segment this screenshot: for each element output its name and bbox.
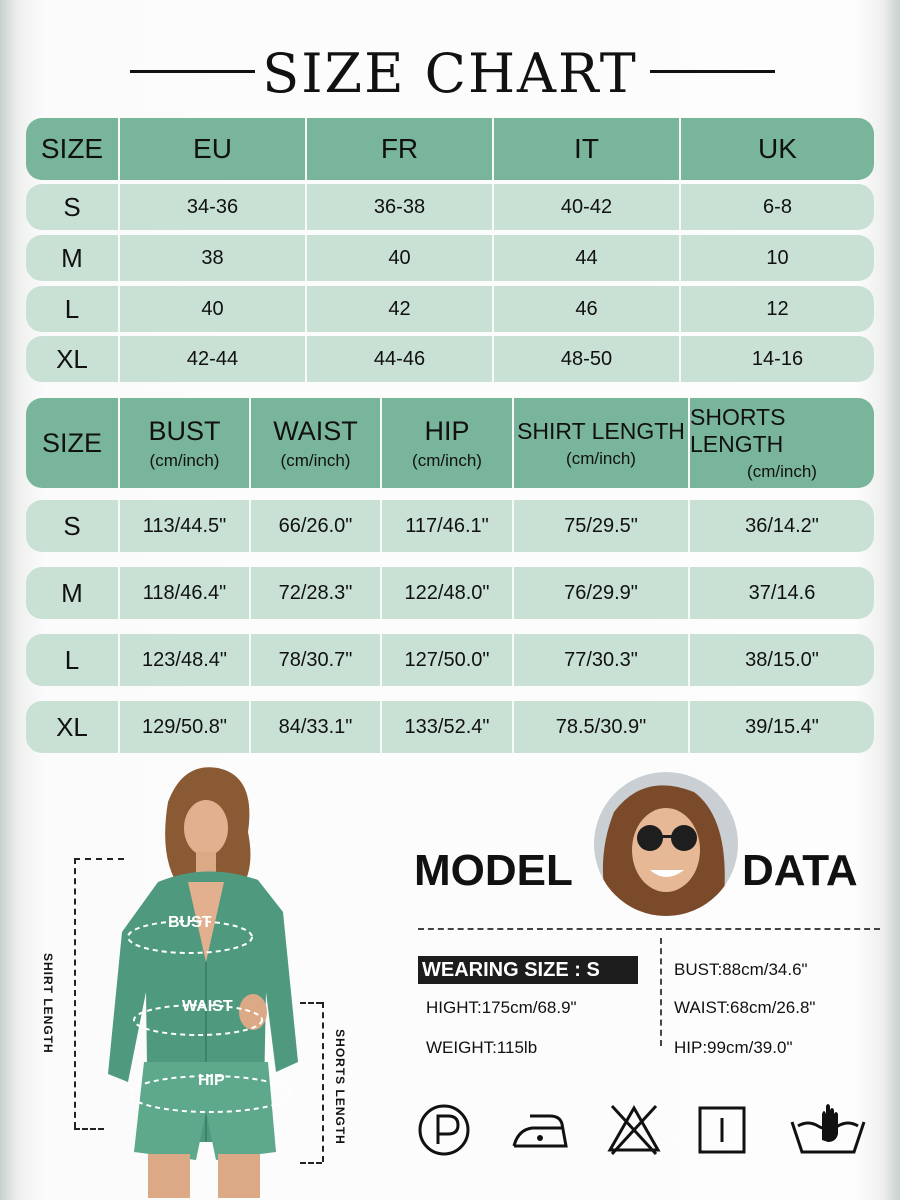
measure-table-cell: M <box>61 577 83 608</box>
measure-table-row <box>26 634 874 686</box>
model-data-column-divider <box>660 938 662 1046</box>
measure-table-row <box>26 500 874 552</box>
measure-table-cell: 77/30.3" <box>512 634 688 686</box>
title-row <box>0 40 900 104</box>
size-table-header-cell: UK <box>679 118 874 180</box>
size-table-cell: 40-42 <box>492 184 679 230</box>
measure-header-label: HIP <box>424 415 470 446</box>
size-table-cell: 48-50 <box>492 336 679 382</box>
model-weight: WEIGHT:115lb <box>426 1038 538 1057</box>
size-table-cell: 12 <box>679 286 874 332</box>
size-table-cell: M <box>61 242 83 273</box>
measure-table-cell: L <box>64 644 80 675</box>
shorts-length-bracket-bottom <box>300 1162 322 1164</box>
size-table-cell: 44 <box>492 235 679 281</box>
measure-header-unit: (cm/inch) <box>280 450 351 470</box>
measure-table-cell: 36/14.2" <box>688 500 874 552</box>
size-table-cell: 40 <box>305 235 492 281</box>
size-table-header-cell: FR <box>305 118 492 180</box>
size-table-row <box>26 235 874 281</box>
measure-header-unit: (cm/inch) <box>412 450 482 470</box>
model-data-divider <box>418 928 880 930</box>
size-table-cell: 6-8 <box>679 184 874 230</box>
iron-low-icon <box>510 1100 570 1160</box>
measure-header-label: SHIRT LENGTH <box>517 417 685 444</box>
hip-label: HIP <box>198 1072 225 1089</box>
model-section <box>0 760 900 1200</box>
measure-header-unit: (cm/inch) <box>747 462 817 481</box>
waist-label: WAIST <box>182 998 233 1015</box>
measure-table-cell: 84/33.1" <box>249 701 380 753</box>
measure-table-row <box>26 701 874 753</box>
shorts-length-bracket-top <box>300 1002 322 1004</box>
wearing-size-badge: WEARING SIZE : S <box>418 956 638 984</box>
hand-wash-icon <box>788 1100 868 1160</box>
size-table-cell: S <box>63 191 81 222</box>
measure-header-cell <box>26 398 118 488</box>
measure-table-cell: XL <box>56 711 88 742</box>
measure-table-cell: 78/30.7" <box>249 634 380 686</box>
measure-header-cell <box>688 398 874 488</box>
measure-header-cell <box>380 398 512 488</box>
model-data-title-left: MODEL <box>414 846 573 895</box>
measure-table-cell: 39/15.4" <box>688 701 874 753</box>
page-title: SIZE CHART <box>262 42 638 105</box>
size-table-cell: 14-16 <box>679 336 874 382</box>
measure-table-cell: 113/44.5" <box>118 500 249 552</box>
size-table-cell: XL <box>56 343 88 374</box>
measure-table-cell: 123/48.4" <box>118 634 249 686</box>
size-table-cell: 42-44 <box>118 336 305 382</box>
size-table-cell: 34-36 <box>118 184 305 230</box>
size-table-header-cell: IT <box>492 118 679 180</box>
bust-label: BUST <box>168 914 212 931</box>
measure-table-cell: 37/14.6 <box>688 567 874 619</box>
size-table-row <box>26 184 874 230</box>
measure-table-cell: 75/29.5" <box>512 500 688 552</box>
measure-header-unit: (cm/inch) <box>566 448 636 468</box>
size-table-cell: 40 <box>118 286 305 332</box>
size-table-cell: 10 <box>679 235 874 281</box>
measure-table-cell: 122/48.0" <box>380 567 512 619</box>
model-height: HIGHT:175cm/68.9" <box>426 998 577 1017</box>
measure-table-cell: 129/50.8" <box>118 701 249 753</box>
measure-header-cell <box>118 398 249 488</box>
measure-header-label: SIZE <box>41 427 102 458</box>
size-table-cell: 46 <box>492 286 679 332</box>
size-table-header-cell: SIZE <box>40 133 104 164</box>
measure-table-cell: 66/26.0" <box>249 500 380 552</box>
title-rule-right <box>650 70 775 73</box>
size-table-cell: 38 <box>118 235 305 281</box>
shorts-length-bracket <box>322 1002 324 1162</box>
shirt-length-bracket <box>74 858 76 1128</box>
model-photo <box>88 762 328 1198</box>
size-table-header <box>26 118 874 180</box>
model-avatar <box>594 772 738 916</box>
measure-table-cell: 133/52.4" <box>380 701 512 753</box>
measure-header-cell <box>249 398 380 488</box>
size-table-row <box>26 286 874 332</box>
measure-table-cell: 117/46.1" <box>380 500 512 552</box>
measure-table-row <box>26 567 874 619</box>
no-bleach-icon <box>604 1100 664 1160</box>
measure-header-cell <box>512 398 688 488</box>
measure-header-label: BUST <box>148 415 221 446</box>
model-bust: BUST:88cm/34.6" <box>674 960 808 979</box>
size-table-cell: 36-38 <box>305 184 492 230</box>
shorts-length-label: SHORTS LENGTH <box>333 1029 347 1145</box>
measure-table-cell: 76/29.9" <box>512 567 688 619</box>
dry-clean-p-icon <box>414 1100 474 1160</box>
measure-table-header <box>26 398 874 488</box>
size-table-cell: L <box>64 293 80 324</box>
shirt-length-bracket-top <box>74 858 124 860</box>
shirt-length-bracket-bottom <box>74 1128 104 1130</box>
measure-header-label: WAIST <box>273 415 358 446</box>
size-table-row <box>26 336 874 382</box>
measure-table-cell: 78.5/30.9" <box>512 701 688 753</box>
measure-table-cell: 72/28.3" <box>249 567 380 619</box>
shirt-length-label: SHIRT LENGTH <box>41 953 55 1054</box>
measure-table-cell: S <box>63 510 81 541</box>
measure-header-label: SHORTS LENGTH <box>690 404 786 457</box>
size-table-header-cell: EU <box>118 118 305 180</box>
measure-table-cell: 38/15.0" <box>688 634 874 686</box>
measure-table-cell: 127/50.0" <box>380 634 512 686</box>
size-table-cell: 42 <box>305 286 492 332</box>
model-waist: WAIST:68cm/26.8" <box>674 998 816 1017</box>
size-table-cell: 44-46 <box>305 336 492 382</box>
measure-header-unit: (cm/inch) <box>149 450 220 470</box>
model-data-title-right: DATA <box>742 846 858 895</box>
tumble-dry-icon <box>692 1100 752 1160</box>
measure-table-cell: 118/46.4" <box>118 567 249 619</box>
model-hip: HIP:99cm/39.0" <box>674 1038 793 1057</box>
